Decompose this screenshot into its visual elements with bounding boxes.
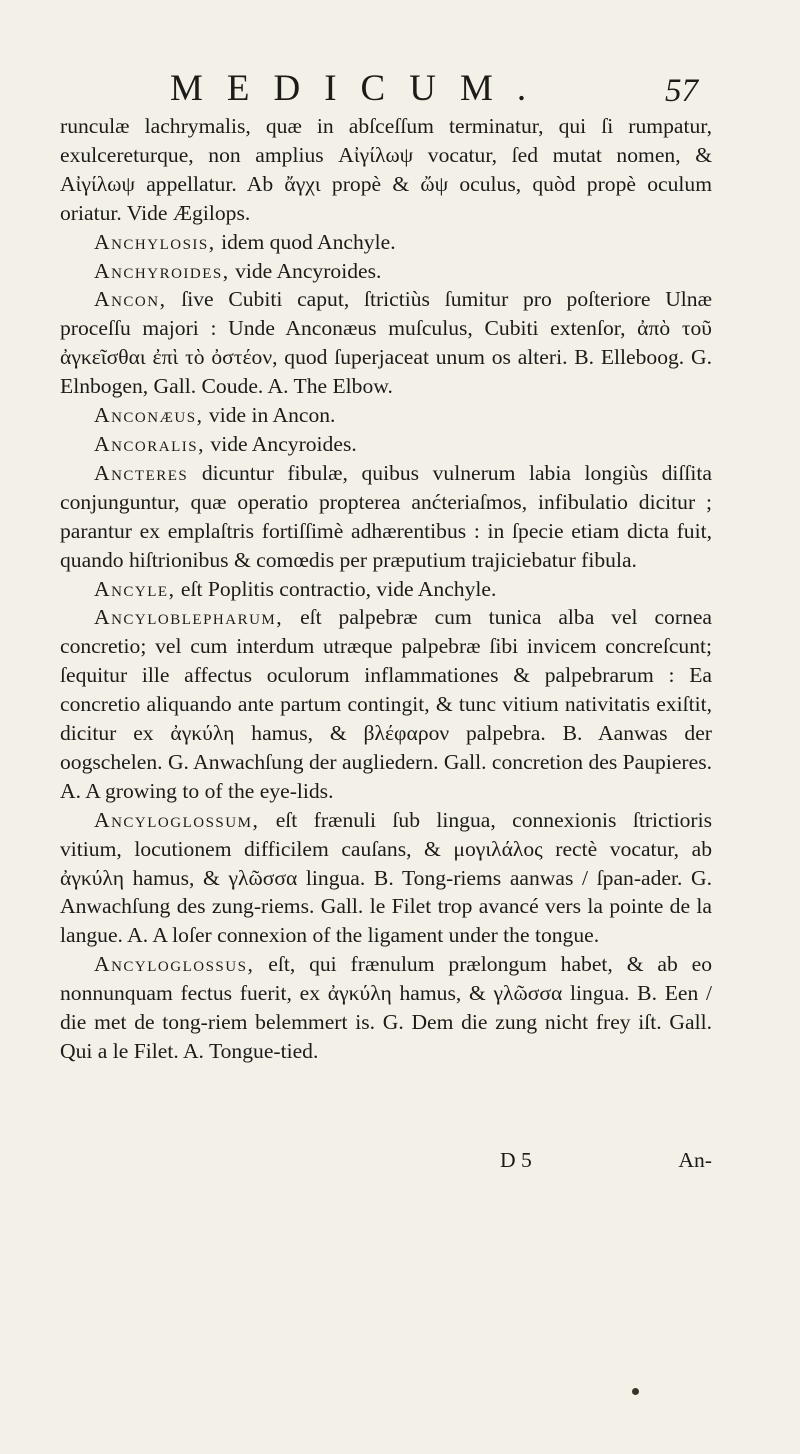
entry-anchyroides: [60, 257, 712, 286]
entry-ancyle: [60, 575, 712, 604]
page-header: [0, 66, 800, 116]
entry-headword: Ancoralis,: [94, 431, 206, 456]
signature-mark: D 5: [500, 1148, 532, 1172]
entry-ancyloglossum: [60, 806, 712, 951]
entry-text: ſive Cubiti caput, ſtrictiùs ſumitur pro poſteriore Ulnæ proceſſu majori : Unde Anconæus muſculus, Cubiti extenſor, ἀπὸ τοῦ ἀγκεῖσθαι ἐπὶ τὸ ὀστέον, quod ſuperjaceat unum os alteri. B. Elleboog. G. Elnbogen, Gall. Coude. A. The Elbow.: [60, 287, 712, 399]
entry-text: dicuntur fibulæ, quibus vulnerum labia longiùs diſſita conjunguntur, quæ operatio propterea anćteriaſmos, infibulatio dicitur ; parantur ex emplaſtris fortiſſimè adhærentibus : in ſpecie etiam dicta fuit, quando hiſtrionibus & comœdis per præputium trajiciebatur fibula.: [60, 460, 712, 572]
entry-headword: Ancon,: [94, 287, 167, 312]
entry-ancyloglossus: [60, 950, 712, 1066]
entry-text: vide in Ancon.: [203, 403, 336, 428]
ink-spot: [632, 1388, 639, 1395]
entry-ancoralis: [60, 430, 712, 459]
page-number: 57: [665, 73, 698, 109]
entry-headword: Ancyloglossum,: [94, 807, 260, 832]
entry-text: eſt, qui frænulum prælongum habet, & ab eo nonnunquam fectus fuerit, ex ἀγκύλη hamus, & γλῶσσα lingua. B. Een / die met de tong-riem belemmert is. G. Dem die zung nicht frey iſt. Gall. Qui a le Filet. A. Tongue-tied.: [60, 952, 712, 1063]
entry-text: runculæ lachrymalis, quæ in abſceſſum terminatur, qui ſi rumpatur, exulcereturque, non amplius Αἰγίλωψ vocatur, ſed mutat nomen, & Αἰγίλωψ appellatur. Ab ἄγχι propè & ὤψ oculus, quòd propè oculum oriatur. Vide Ægilops.: [60, 114, 712, 225]
catchword: An-: [678, 1148, 712, 1172]
running-title: MEDICUM.: [170, 68, 551, 109]
entry-headword: Ancyloblepharum,: [94, 605, 284, 630]
entry-ancteres: [60, 459, 712, 575]
entry-text: idem quod Anchyle.: [215, 229, 396, 254]
entry-text: eſt palpebræ cum tunica alba vel cornea concretio; vel cum interdum utræque palpebræ ſibi invicem concreſcunt; ſequitur ille affectus oculorum inflammationes & palpebrarum : Ea concretio aliquando ante partum contingit, & tunc vitium nativitatis exiſtit, dicitur ex ἀγκύλη hamus, & βλέφαρον palpebra. B. Aanwas der oogschelen. G. Anwachſung der augliedern. Gall. concretion des Paupieres. A. A growing to of the eye-lids.: [60, 605, 712, 803]
entry-text: eſt Poplitis contractio, vide Anchyle.: [175, 576, 497, 601]
entry-headword: Ancyloglossus,: [94, 952, 255, 977]
entry-text: vide Ancyroides.: [205, 431, 357, 456]
entry-headword: Anchyroides,: [94, 258, 230, 283]
entry-anconaeus: [60, 401, 712, 430]
entry-headword: Anconæus,: [94, 403, 204, 428]
entry-ancyloblepharum: [60, 603, 712, 805]
entry-headword: Ancteres: [94, 460, 189, 485]
entry-text: vide Ancyroides.: [229, 258, 382, 283]
entry-headword: Anchylosis,: [94, 229, 216, 254]
entry-ancon: [60, 285, 712, 401]
entry-continuation: [60, 112, 712, 228]
dictionary-text: [60, 112, 712, 1066]
entry-headword: Ancyle,: [94, 576, 176, 601]
entry-text: eſt frænuli ſub lingua, connexionis ſtrictioris vitium, locutionem difficilem cauſans, & μογιλάλος rectè vocatur, ab ἀγκύλη hamus, & γλῶσσα lingua. B. Tong-riems aanwas / ſpan-ader. G. Anwachſung des zung-riems. Gall. le Filet trop avancé vers la pointe de la langue. A. A loſer connexion of the ligament under the tongue.: [60, 807, 712, 948]
entry-anchylosis: [60, 228, 712, 257]
